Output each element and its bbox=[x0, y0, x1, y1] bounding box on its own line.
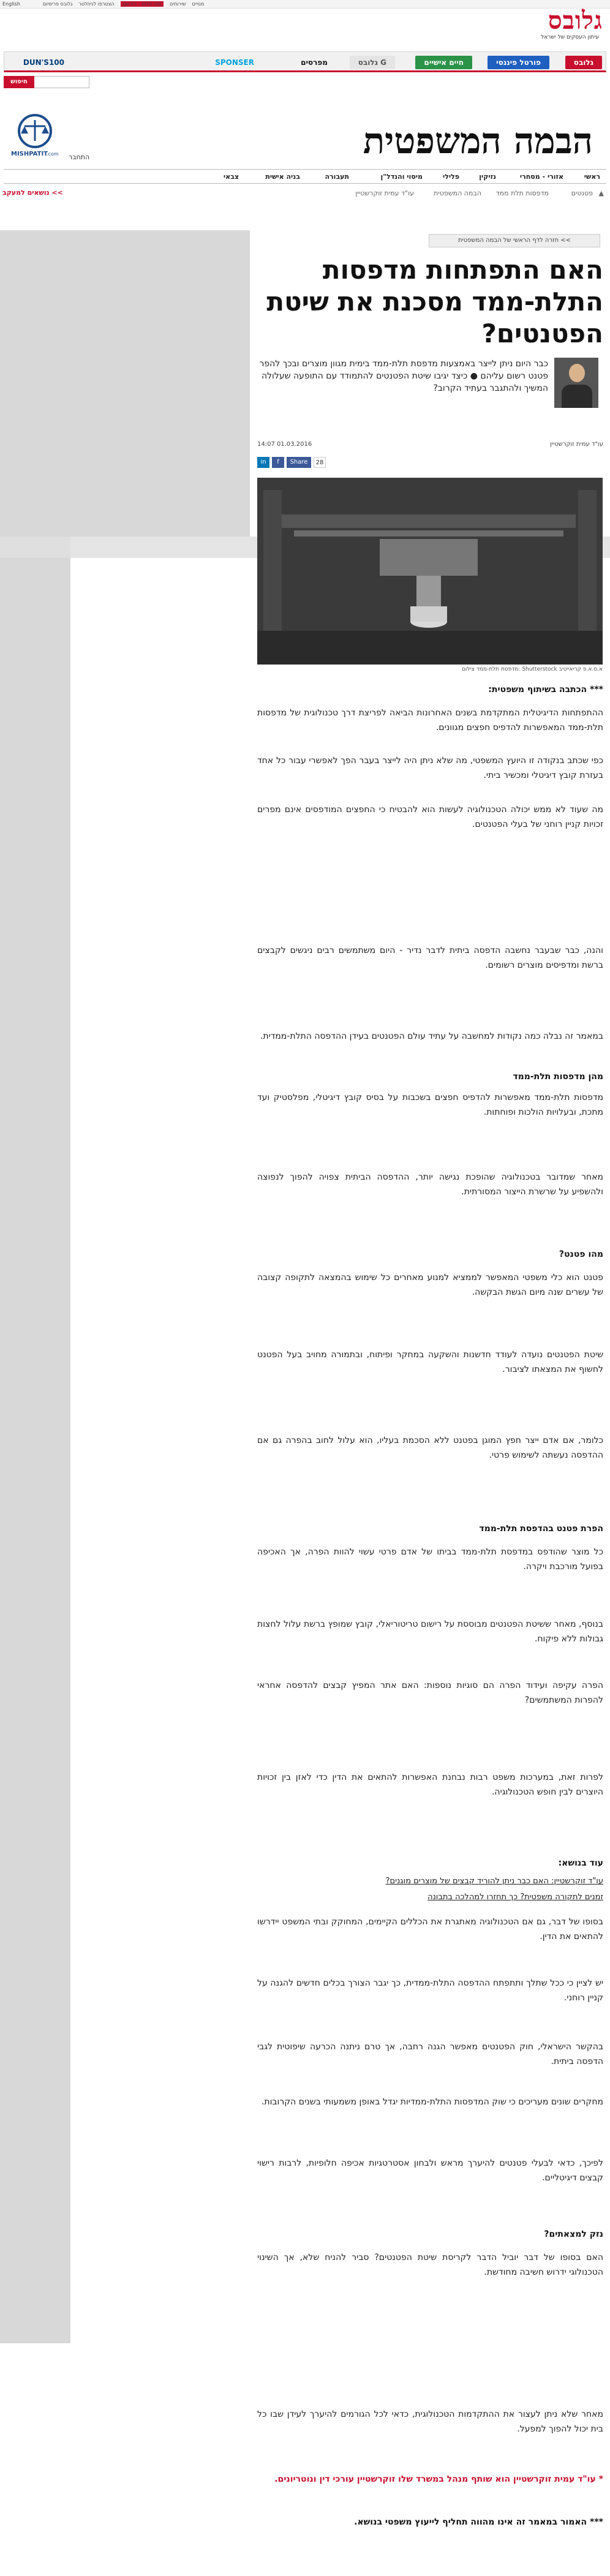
paragraph: בהקשר הישראלי, חוק הפטנטים מאפשר הגנה רחבה, אך טרם ניתנה הכרעה שיפוטית לגבי הדפסה ביתית. bbox=[257, 2042, 603, 2066]
section-nav-item[interactable]: צבאי bbox=[223, 173, 239, 181]
hero-image bbox=[257, 478, 603, 665]
section-heading: הפרת פטנט בהדפסת תלת-ממד bbox=[479, 1524, 603, 1534]
ad-placeholder bbox=[0, 537, 70, 2343]
paragraph: במאמר זה נבלה כמה נקודות למחשבה על עתיד עולם הפטנטים בעידן ההדפסה התלת-ממדית. bbox=[260, 1031, 603, 1041]
tag-icon: ▲ bbox=[598, 189, 604, 197]
related-article-link[interactable]: זמנים לתקורה משפטית? כך תחזרו למהלכה בתבונה bbox=[427, 1892, 603, 1902]
section-heading: נזק למצאתים? bbox=[544, 2229, 603, 2239]
paragraph: לפרות זאת, במערכות משפט רבות נבחנת האפשרות להתאים את הדין כדי לאזן בין זכויות היוצרים לבין חופש הטכנולוגיה. bbox=[257, 1772, 603, 1797]
facebook-share-button[interactable]: Share bbox=[287, 457, 311, 468]
section-heading: מהו פטנט? bbox=[559, 1249, 603, 1259]
english-link[interactable]: English bbox=[2, 1, 20, 7]
nav-item-advertisers[interactable]: מפרסים bbox=[292, 56, 336, 69]
paragraph: לפיכך, כדאי לבעלי פטנטים להיערך מראש ולבחון אסטרטגיות אכיפה חלופיות, לרבות רישוי קבצים דיגיטליים. bbox=[257, 2158, 603, 2183]
paragraph: מה שעוד לא ממש יכולה הטכנולוגיה לעשות הוא להבטיח כי החפצים המודפסים אינם מפרים זכויות קניין רוחני של בעלי הפטנטים. bbox=[257, 805, 603, 829]
misphatit-domain: .com bbox=[47, 151, 59, 157]
back-link[interactable]: חזרה לדף הראשי של הבמה המשפטית << bbox=[429, 234, 600, 247]
linkedin-share-button[interactable]: in bbox=[257, 457, 269, 468]
topic-tag[interactable]: הבמה המשפטית bbox=[434, 189, 481, 197]
topic-tags bbox=[0, 186, 610, 201]
intro-heading: *** הכתבה בשיתוף משפטית: bbox=[488, 685, 603, 695]
follow-topics-link[interactable]: נושאים למעקב << bbox=[2, 189, 63, 197]
ad-placeholder bbox=[0, 230, 250, 537]
utility-link[interactable]: שירותים bbox=[170, 1, 186, 7]
brand-tagline: עיתון העסקים של ישראל bbox=[541, 34, 599, 40]
nav-item-globes-g[interactable]: גלובס G bbox=[350, 56, 395, 69]
section-nav-item[interactable]: מיסוי והנדל"ן bbox=[380, 173, 423, 181]
utility-link[interactable]: הצטרפו לניוזלטר bbox=[78, 1, 115, 7]
paragraph: יש לציין כי ככל שתלך ותתפתח ההדפסה התלת-ממדית, כך יגבר הצורך בכלים חדשים להגנה על קניין רוחני. bbox=[257, 1978, 603, 2003]
paragraph: פטנט הוא כלי משפטי המאפשר לממציא למנוע מאחרים כל שימוש בהמצאה לתקופה קצובה של עשרים שנה מיום הגשת הבקשה. bbox=[257, 1273, 603, 1297]
paragraph: מחקרים שונים מעריכים כי שוק המדפסות התלת-ממדיות יגדל באופן משמעותי בשנים הקרובות. bbox=[261, 2097, 603, 2107]
paragraph: בנוסף, מאחר ששיטת הפטנטים מבוססת על רישום טריטוריאלי, קובץ שמופץ ברשת עלול לחצות גבולות ללא פיקוח. bbox=[257, 1619, 603, 1644]
utility-link[interactable]: מנויים bbox=[192, 1, 205, 7]
share-count: 28 bbox=[314, 457, 326, 468]
section-nav-item[interactable]: בניה אישית bbox=[265, 173, 300, 181]
globes-logo[interactable] bbox=[437, 6, 603, 40]
login-link[interactable]: התחבר bbox=[69, 153, 90, 161]
paragraph: הפרה עקיפה ועידוד הפרה הם סוגיות נוספות: האם אתר המפיץ קבצים להדפסה אחראי להפרות המשתמשים? bbox=[257, 1681, 603, 1705]
author-photo bbox=[554, 358, 598, 408]
author-head bbox=[569, 364, 585, 382]
section-heading: מהן מדפסות תלת-ממד bbox=[513, 1072, 603, 1082]
section-title: הבמה המשפטית bbox=[363, 120, 593, 162]
facebook-icon[interactable]: f bbox=[272, 457, 284, 468]
search-button[interactable]: חיפוש bbox=[4, 76, 34, 88]
paragraph: מדפסות תלת-ממד מאפשרות להדפיס חפצים בשכבות על בסיס קובץ דיגיטלי, מפלסטיק ועד מתכת, ובעלויות הולכות ופוחתות. bbox=[257, 1093, 603, 1117]
nav-item-finance-portal[interactable]: פורטל פיננסי bbox=[488, 56, 549, 69]
section-nav-item[interactable]: פלילי bbox=[442, 173, 459, 181]
nav-item-duns100[interactable]: DUN'S100 bbox=[15, 56, 73, 69]
section-nav-item[interactable]: נזיקין bbox=[479, 173, 496, 181]
author-note: * עו"ד עמית זוקרשטיין הוא שותף מנהל במשרד שלו זוקרשטיין עורכי דין ונוטריונים. bbox=[274, 2474, 603, 2484]
section-nav-item[interactable]: ראשי bbox=[584, 173, 600, 181]
subscribe-button[interactable]: מנוי פלוס - הירשם bbox=[121, 1, 164, 7]
nav-item-sponser[interactable]: SPONSER bbox=[206, 56, 263, 69]
section-nav-item[interactable]: תעבורה bbox=[325, 173, 349, 181]
section-nav bbox=[4, 169, 606, 184]
nav-item-globes[interactable]: גלובס bbox=[565, 56, 602, 69]
utility-link[interactable]: גלובס פרימיום bbox=[43, 1, 73, 7]
publish-date: 14:07 01.03.2016 bbox=[257, 441, 312, 448]
author-name[interactable]: עו"ד עמית זוקרשטיין bbox=[550, 441, 603, 448]
brand-wordmark: גלובס bbox=[548, 6, 603, 35]
paragraph: בסופו של דבר, גם אם הטכנולוגיה מאתגרת את הכללים הקיימים, המחוקק ובתי המשפט יידרשו להתאים את הדין. bbox=[257, 1917, 603, 1941]
disclaimer: *** האמור במאמר זה אינו מהווה תחליף לייעוץ משפטי בנושא. bbox=[354, 2517, 603, 2527]
topic-tag[interactable]: פטנטים bbox=[571, 189, 593, 197]
main-nav bbox=[4, 51, 606, 72]
paragraph: כפי שכתב בנקודה זו היועץ המשפטי, מה שלא ניתן היה לייצר בעבר הפך לאפשרי עבור כל אחד בעזרת קובץ דיגיטלי ומכשיר ביתי. bbox=[257, 756, 603, 780]
article-subtitle: כבר היום ניתן לייצר באמצעות מדפסת תלת-ממד בימית מגוון מוצרים ובכך להפר פטנט רשום עליהם ● כיצד יגיבו שיטת הפטנטים להתמודד עם התופעה שעלולה המשיך ולהתגבר בעתיד הקרוב? bbox=[259, 359, 548, 393]
section-nav-item[interactable]: אזורי - מסחרי bbox=[519, 173, 563, 181]
paragraph: כלומר, אם אדם ייצר חפץ המוגן בפטנט ללא הסכמת בעליו, הוא עלול לחוב בהפרה גם אם ההדפסה נעשתה לשימוש פרטי. bbox=[257, 1436, 603, 1460]
topic-tag[interactable]: עו"ד עמית זוקרשטיין bbox=[355, 189, 414, 197]
nav-item-personal-life[interactable]: חיים אישיים bbox=[415, 56, 472, 69]
article-title: האם התפתחות מדפסות התלת-ממד מסכנת את שיטת הפטנטים? bbox=[266, 255, 603, 348]
paragraph: מאחר שלא ניתן לעצור את ההתקדמות הטכנולוגית, כדאי לכל הגורמים להיערך לעידן שבו כל בית יכול להפוך למפעל. bbox=[257, 2409, 603, 2434]
paragraph: כל מוצר שהודפס במדפסת תלת-ממד בביתו של אדם פרטי עשוי להוות הפרה, אך האכיפה בפועל מורכבת ויקרה. bbox=[257, 1547, 603, 1572]
related-article-link[interactable]: עו"ד זוקרשטיין: האם כבר ניתן להוריד קבצים של מוצרים מוגנים? bbox=[385, 1877, 603, 1886]
topic-tag[interactable]: מדפסות תלת ממד bbox=[495, 189, 549, 197]
paragraph: מאחר שמדובר בטכנולוגיה שהופכת נגישה יותר, ההדפסה הביתית צפויה להפוך לנפוצה ולהשפיע על שרשרת הייצור המסורתית. bbox=[257, 1172, 603, 1197]
image-caption: מדפסת תלת-ממד צילום: Shutterstock א.ס.א.פ קריאייטיב bbox=[462, 666, 603, 672]
misphatit-logo[interactable] bbox=[7, 113, 62, 162]
paragraph: והנה, כבר שבעבר נחשבה הדפסה ביתית לדבר נדיר - היום משתמשים רבים ניגשים לקבצים ברשת ומדפיסים מוצרים רשומים. bbox=[257, 946, 603, 970]
paragraph: ההתפתחות הדיגיטלית המתקדמת בשנים האחרונות הביאה לפריצת דרך טכנולוגית של מדפסות תלת-ממד המאפשרות להדפיס חפצים מגוונים. bbox=[257, 708, 603, 733]
3d-printer-image bbox=[257, 478, 603, 665]
author-body bbox=[562, 385, 592, 408]
related-heading: עוד בנושא: bbox=[558, 1858, 603, 1868]
paragraph: האם בסופו של דבר יוביל הדבר לקריסת שיטת הפטנטים? סביר להניח שלא, אך השינוי הטכנולוגי ידרוש חשיבה מחודשת. bbox=[257, 2253, 603, 2277]
misphatit-wordmark: MISHPATIT bbox=[11, 151, 48, 157]
paragraph: שיטת הפטנטים נועדה לעודד חדשנות והשקעה במחקר ופיתוח, ובתמורה מחויב בעל הפטנט לחשוף את המצאתו לציבור. bbox=[257, 1350, 603, 1374]
